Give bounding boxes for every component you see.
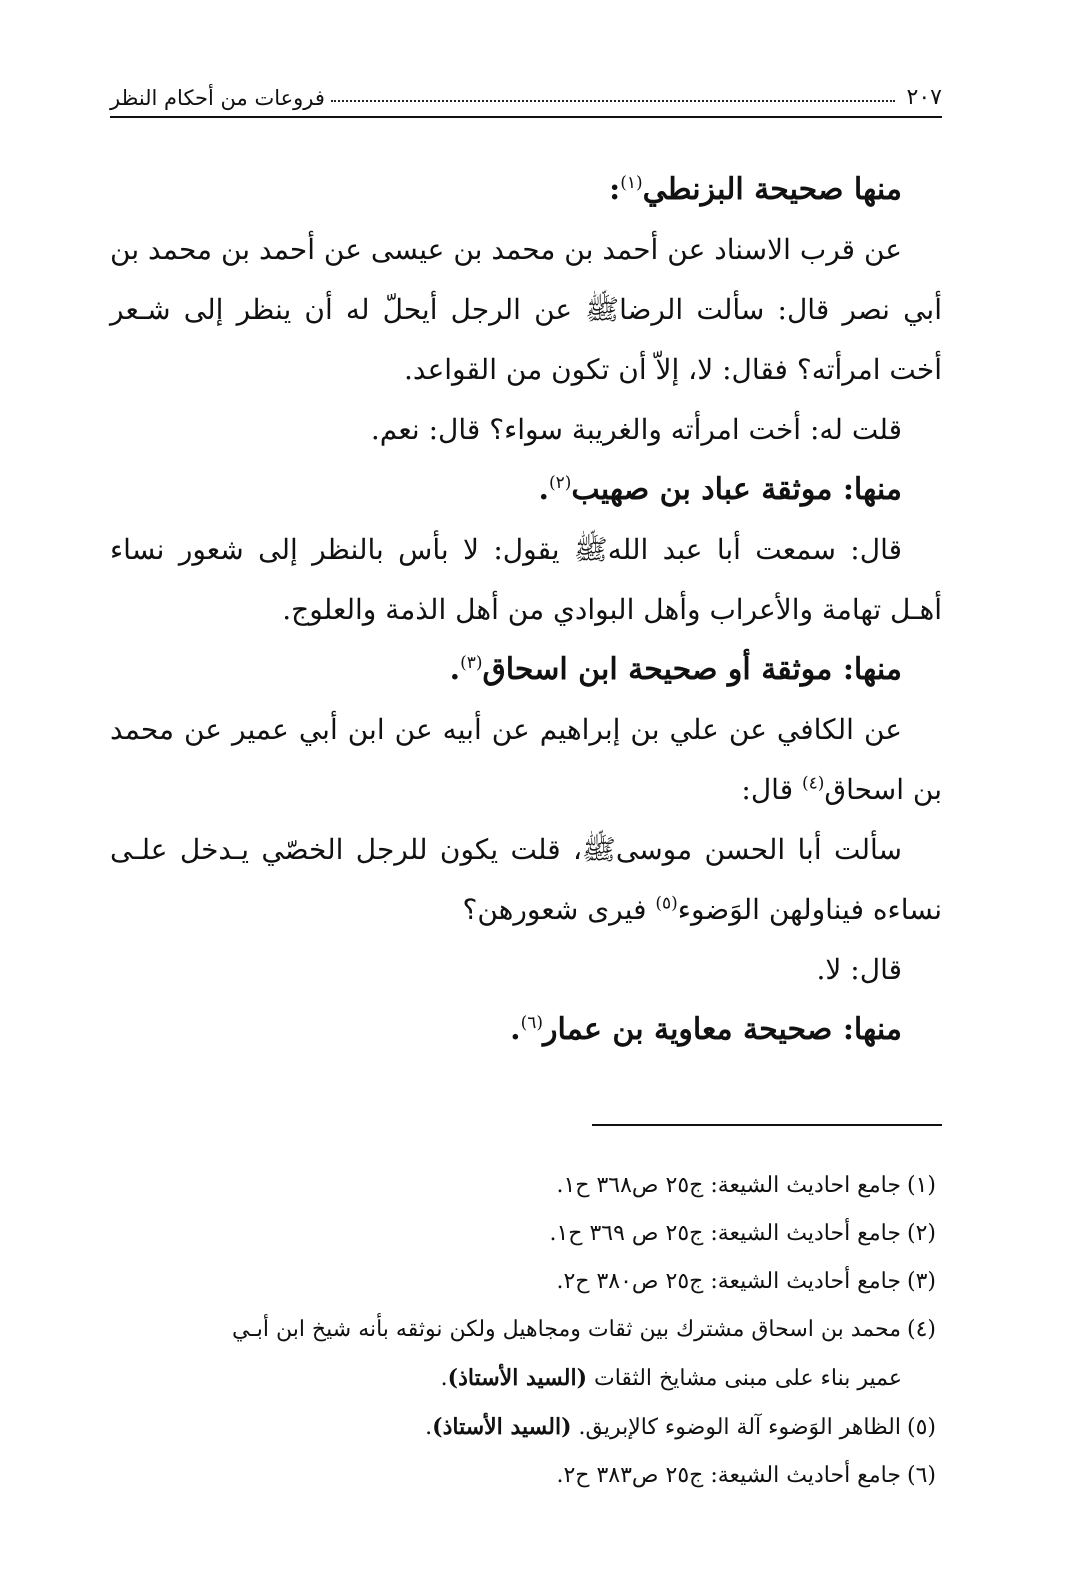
running-header <box>110 78 942 118</box>
footnotes <box>110 1162 942 1500</box>
paragraph-6: قال: لا. <box>816 953 902 986</box>
footnote-4: (٤)محمد بن اسحاق مشترك بين ثقات ومجاهيل ولكن نوثقه بأنه شيخ ابن أبـي <box>231 1317 936 1342</box>
footnote-ref-4: (٤) <box>802 773 825 794</box>
section-heading-3: منها: موثقة أو صحيحة ابن اسحاق$^{(٣)}$. <box>449 652 902 687</box>
attribution: (السيد الأستاذ) <box>432 1414 572 1440</box>
header-title: فروعات من أحكام النظر <box>110 86 325 110</box>
header-leader-dots <box>331 100 895 102</box>
paragraph-4: عن الكافي عن علي بن إبراهيم عن أبيه عن ابن أبي عمير عن محمد بن اسحاق$^{(٤)}$ قال: <box>110 713 942 806</box>
paragraph-3: قال: سمعت أبا عبد اللهﷺ يقول: لا بأس بالنظر إلى شعور نساء أهـل تهامة والأعراب وأهل البوادي من أهل الذمة والعلوج. <box>110 533 942 626</box>
footnote-ref-5: (٥) <box>655 893 678 914</box>
footnote-5: (٥)الظاهر الوَضوء آلة الوضوء كالإبريق. (السيد الأستاذ). <box>425 1414 936 1440</box>
footnote-3: (٣)جامع أحاديث الشيعة: ج٢٥ ص٣٨٠ ح٢. <box>556 1269 936 1294</box>
paragraph-2: قلت له: أخت امرأته والغريبة سواء؟ قال: نعم. <box>370 413 902 446</box>
footnote-4-continued: عمير بناء على مبنى مشايخ الثقات (السيد الأستاذ). <box>440 1365 902 1391</box>
paragraph-1: عن قرب الاسناد عن أحمد بن محمد بن عيسى عن أحمد بن محمد بن أبي نصر قال: سألت الرضاﷺ عن الرجل أيحلّ له أن ينظر إلى شـعر أخت امرأته؟ فقال: لا، إلاّ أن تكون من القواعد. <box>110 233 942 386</box>
main-text <box>110 160 942 1060</box>
footnote-1: (١)جامع احاديث الشيعة: ج٢٥ ص٣٦٨ ح١. <box>556 1173 936 1198</box>
paragraph-5: سألت أبا الحسن موسىﷺ، قلت يكون للرجل الخصّي يـدخل علـى نساءه فيناولهن الوَضوء$^{(٥)}$ فيرى شعورهن؟ <box>110 833 942 926</box>
footnote-2: (٢)جامع أحاديث الشيعة: ج٢٥ ص ٣٦٩ ح١. <box>549 1221 936 1246</box>
footnote-ref-3: (٣) <box>460 653 483 673</box>
footnote-6: (٦)جامع أحاديث الشيعة: ج٢٥ ص٣٨٣ ح٢. <box>556 1463 936 1488</box>
section-heading-4: منها: صحيحة معاوية بن عمار$^{(٦)}$. <box>510 1012 902 1047</box>
section-heading-1: منها صحيحة البزنطي$^{(١)}$: <box>609 172 902 207</box>
footnote-separator <box>592 1124 942 1126</box>
attribution: (السيد الأستاذ) <box>447 1365 588 1391</box>
footnote-ref-1: (١) <box>620 173 643 193</box>
section-heading-2: منها: موثقة عباد بن صهيب$^{(٢)}$. <box>538 472 902 507</box>
page-number: ٢٠٧ <box>906 85 942 110</box>
footnote-ref-6: (٦) <box>520 1013 544 1033</box>
footnote-ref-2: (٢) <box>549 473 572 493</box>
